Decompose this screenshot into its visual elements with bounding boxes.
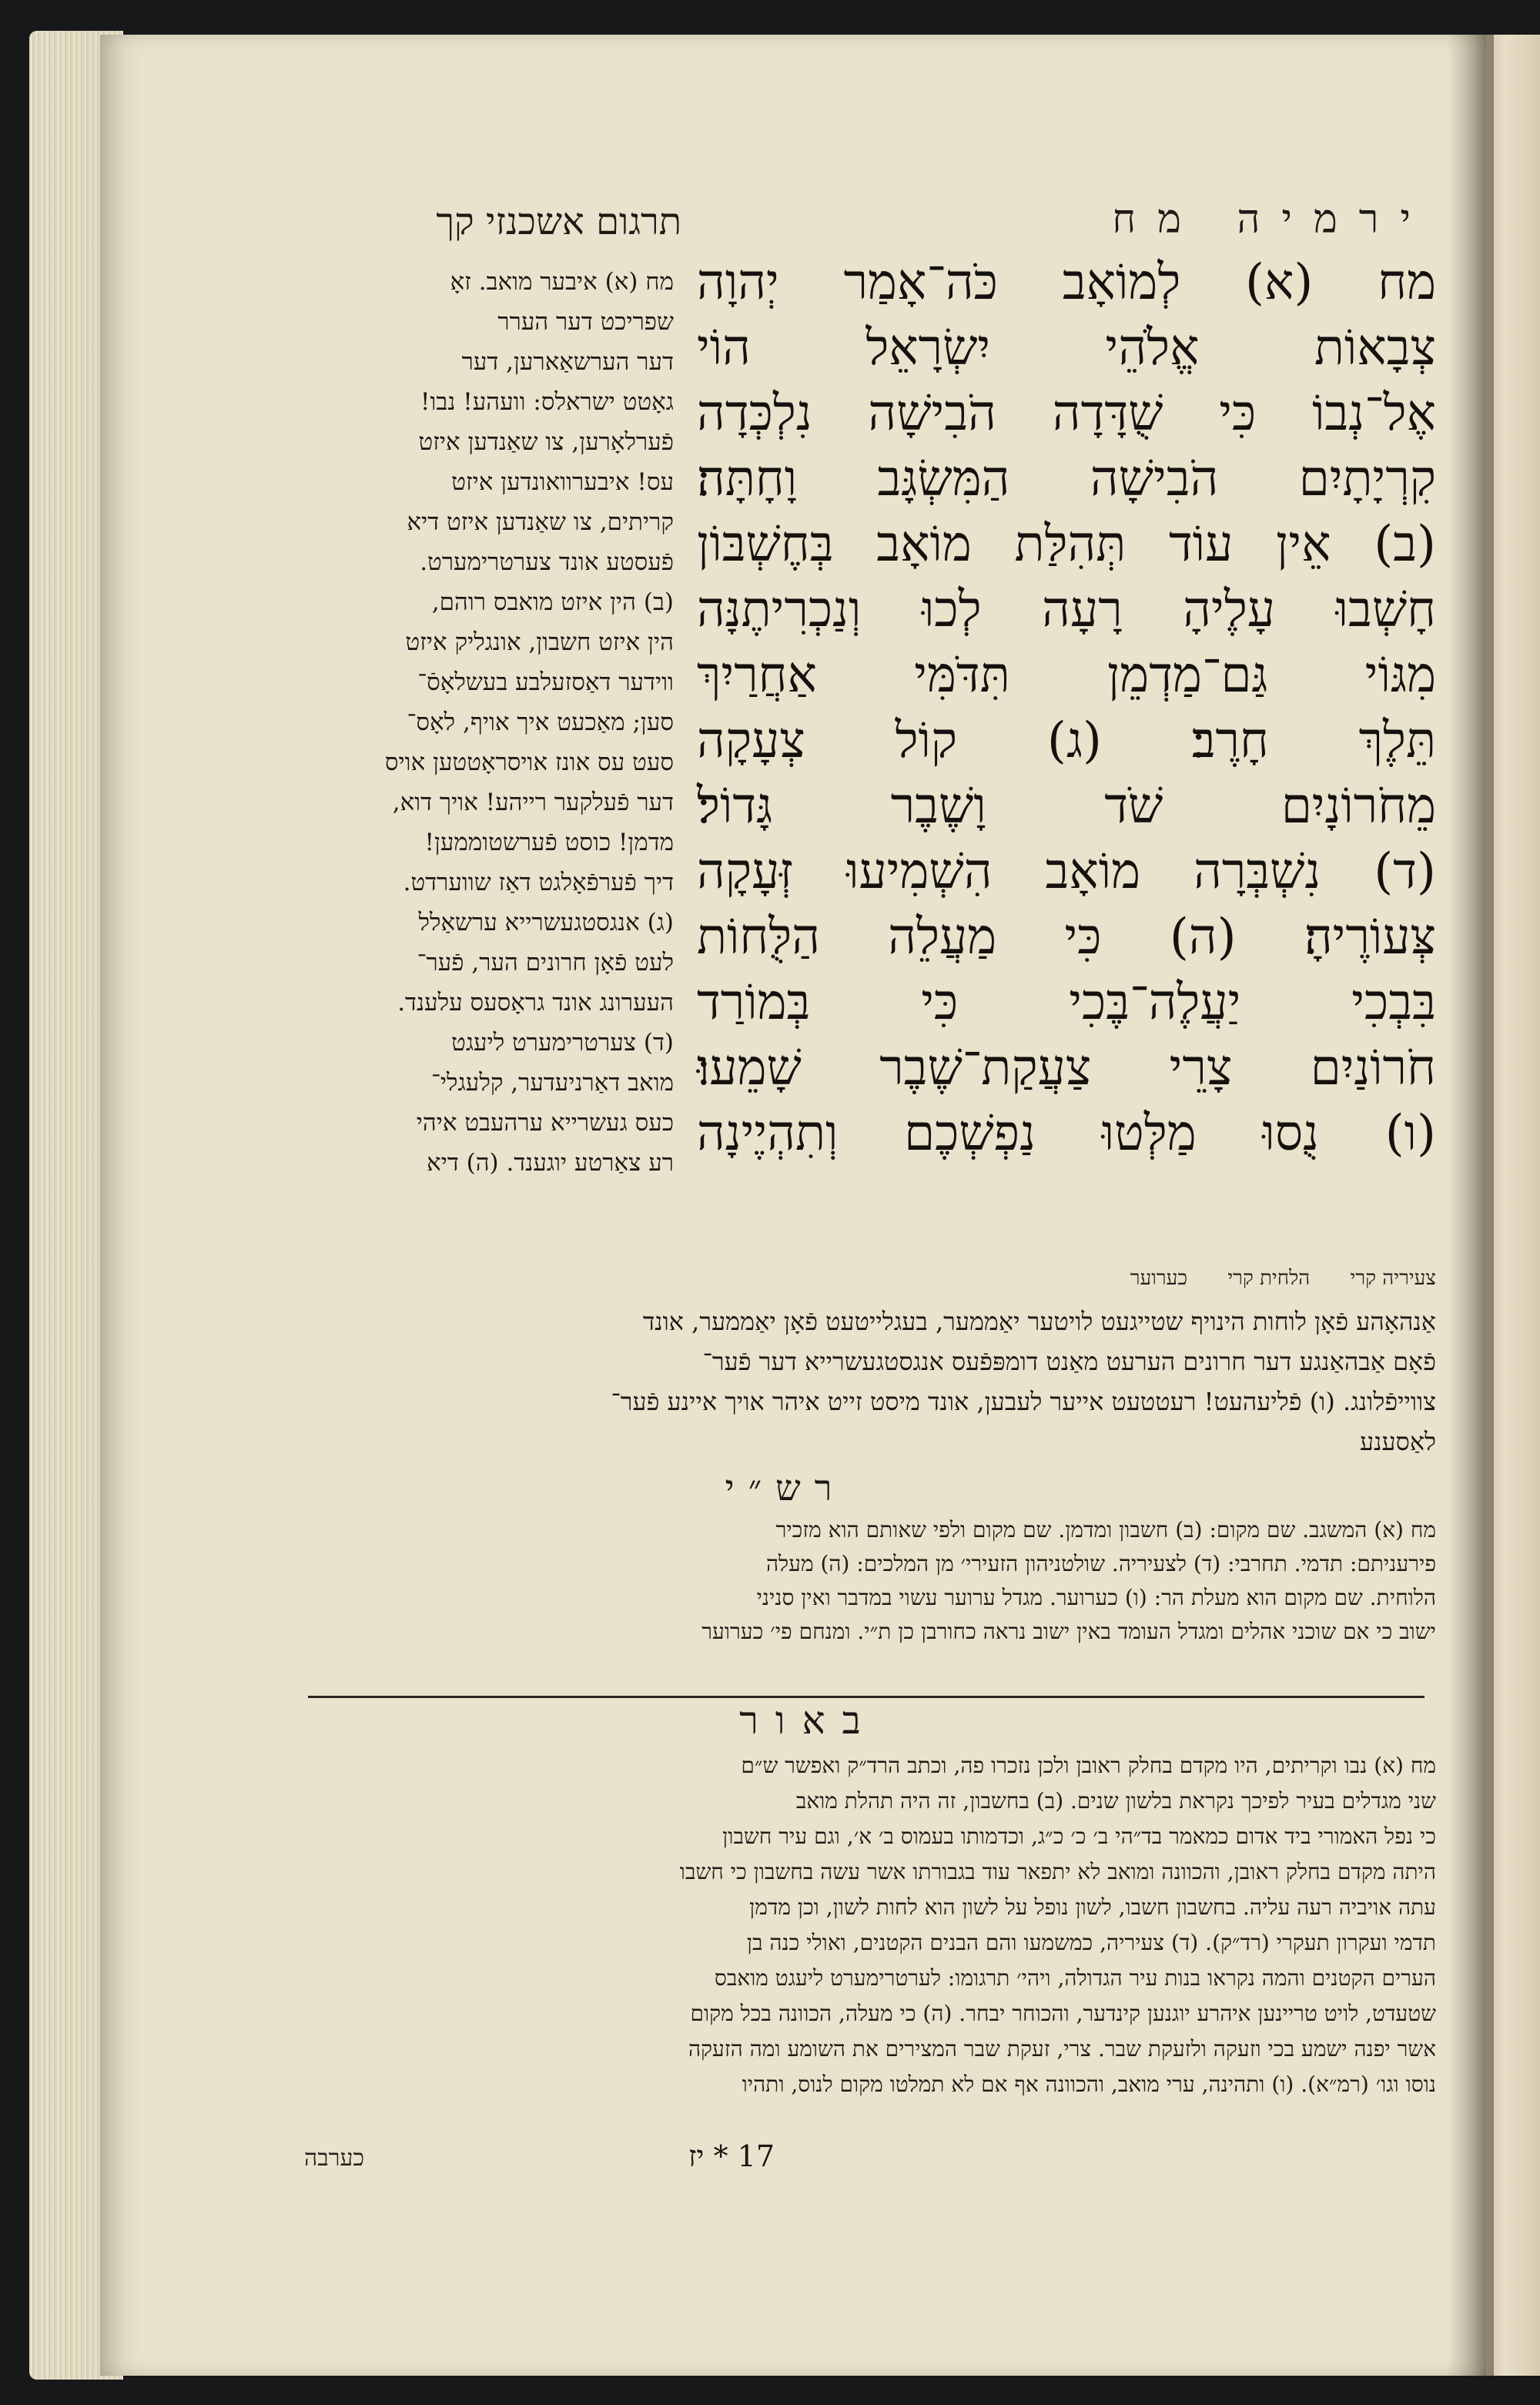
translation-line: אַנהאָהע פֿאָן לוחות הינויף שטייגעט לויטער יאַממער, בעגלייטעט פֿאָן יאַממער, אונד <box>642 1307 1436 1336</box>
rashi-line: ישוב כי אם שוכני אהלים ומגדל העומד באין ישוב נראה כחורבן כן ת״י. ומנחם פי׳ כערוער <box>701 1619 1436 1644</box>
translation-line: קריתים, צו שאַנדען איזט דיא <box>407 508 674 536</box>
translation-line: (ד) צערטרימערט ליעגט <box>451 1029 674 1057</box>
biur-line: נוסו וגו׳ (רמ״א). (ו) ותהינה, ערי מואב, והכוונה אף אם לא תמלטו מקום לנוס, ותהיו <box>742 2072 1436 2097</box>
running-head-translation-title: תרגום אשכנזי קך <box>436 200 681 243</box>
translation-line: העערונג אונד גראָסעס עלענד. <box>397 989 674 1017</box>
translation-line: לאַסענע <box>1360 1427 1436 1456</box>
translation-line: (ב) הין איזט מואבס רוהם, <box>431 588 674 616</box>
marginal-note: צעיריה קרי <box>1350 1267 1436 1290</box>
biur-line: אשר יפנה ישמע בכי וזעקה ולזעקת שבר. צרי, זעקת שבר המצירים את השומע ומה הזעקה <box>688 2036 1436 2062</box>
translation-column <box>281 262 674 1263</box>
biur-line: תדמי ועקרון תעקרי (רד״ק). (ד) צעיריה, כמשמעו והם הבנים הקטנים, ואולי כנה בן <box>746 1930 1436 1955</box>
marginal-notes <box>697 1267 1436 1298</box>
translation-line: דער פֿעלקער רייהע! אויך דוא, <box>392 789 674 816</box>
translation-line: ווידער דאַסזעלבע בעשלאָסֿ־ <box>417 668 674 696</box>
translation-line: עס! איבערוואונדען איזט <box>451 468 674 496</box>
rashi-line: פירעניתם: תדמי. תחרבי: (ד) לצעיריה. שולטניהון הזעירי׳ מן המלכים: (ה) מעלה <box>765 1551 1436 1576</box>
translation-full-width <box>281 1301 1436 1455</box>
rashi-commentary <box>281 1513 1436 1667</box>
translation-line: סעט עס אונז אויסראָטטען אויס <box>384 749 674 776</box>
catchword: כערבה <box>304 2145 365 2172</box>
marginal-note: כערוער <box>1130 1267 1188 1290</box>
folio-number: 17 * יז <box>688 2139 775 2173</box>
translation-line: מח (א) איבער מואב. זאָ <box>450 268 674 296</box>
translation-line: סען; מאַכעט איך אויף, לאָס־ <box>407 708 674 736</box>
main-text-line: חֹרוֹנַיִם צָרֵי צַעֲקַת־שֶׁבֶר שָׁמֵעוּ׃ <box>697 1040 1436 1097</box>
translation-line: רע צאַרטע יוגענד. (ה) דיא <box>427 1149 674 1177</box>
translation-line: דער הערשאַארען, דער <box>461 348 674 376</box>
rashi-line: הלוחית. שם מקום הוא מעלת הר: (ו) כערוער. מגדל ערוער עשוי במדבר ואין סניני <box>756 1585 1436 1610</box>
translation-line: פֿערלאָרען, צו שאַנדען איזט <box>418 428 674 456</box>
translation-line: מואב דאַרניעדער, קלעגלי־ <box>431 1069 674 1097</box>
main-text-line: תֵּלֶךְ חָרֶב׃ (ג) קוֹל צְעָקָה <box>697 712 1436 769</box>
translation-line: פֿעסטע אונד צערטרימערט. <box>420 548 674 576</box>
main-hebrew-text <box>697 250 1436 1259</box>
main-text-line: מח (א) לְמוֹאָב כֹּה־אָמַר יְהוָה <box>697 254 1436 311</box>
translation-line: הין איזט חשבון, אונגליק איזט <box>405 628 674 656</box>
translation-line: צווייפֿלונג. (ו) פֿליעהעט! רעטטעט אייער לעבען, אונד מיסט זייט איהר אויך איינע פֿער־ <box>611 1387 1436 1416</box>
main-text-line: בִּבְכִי יַעֲלֶה־בֶּכִי כִּי בְּמוֹרַד <box>697 974 1436 1031</box>
translation-line: מדמן! כוסט פֿערשטוממען! <box>424 829 674 856</box>
translation-line: גאָטט ישראלס: וועהע! נבו! <box>420 388 674 416</box>
rashi-line: מח (א) המשגב. שם מקום: (ב) חשבון ומדמן. שם מקום ולפי שאותם הוא מזכיר <box>775 1517 1436 1542</box>
running-head-book-chapter: ירמיה מח <box>1112 196 1432 243</box>
main-text-line: קִרְיָתָיִם הֹבִישָׁה הַמִּשְׂגָּב וָחָתָּה׃ <box>697 451 1436 507</box>
translation-line: לעט פֿאָן חרונים הער, פֿער־ <box>417 949 674 976</box>
biur-line: שטעדט, לויט טריינען איהרע יוגנען קינדער, והכוחר יבחר. (ה) כי מעלה, הכוונה בכל מקום <box>690 2001 1436 2026</box>
translation-line: פֿאָם אַבהאַנגע דער חרונים הערעט מאַנט דומפּפֿעס אנגסטגעשרייא דער פֿער־ <box>702 1347 1436 1376</box>
main-text-line: צְּעוֹרֶיהָ׃ (ה) כִּי מַעֲלֵה הַלֻּחוֹת <box>697 909 1436 966</box>
main-text-line: צְבָאוֹת אֱלֹהֵי יִשְׂרָאֵל הוֹי <box>697 320 1436 377</box>
main-text-line: (ד) נִשְׁבְּרָה מוֹאָב הִשְׁמִיעוּ זְּעָקָה <box>697 843 1436 900</box>
biur-line: הערים הקטנים והמה נקראו בנות עיר הגדולה, ויהי׳ תרגומו: לערטרימערט ליעגט מואבס <box>714 1965 1436 1991</box>
gutter-shadow <box>1448 35 1494 2376</box>
main-text-line: אֶל־נְבוֹ כִּי שֻׁדָּדָה הֹבִישָׁה נִלְכְּדָה <box>697 385 1436 442</box>
main-text-line: מִגּוֹי גַּם־מַדְמֵן תִּדֹּמִּי אַחֲרַיִךְ <box>697 647 1436 704</box>
biur-line: היתה מקדם בחלק ראובן, והכוונה ומואב לא יתפאר עוד בגבורתו אשר עשה בחשבון כי חשבו <box>679 1859 1436 1884</box>
rashi-heading: רש״י <box>725 1467 846 1509</box>
biur-heading: באור <box>739 1698 878 1743</box>
biur-line: כי נפל האמורי ביד אדום כמאמר בד״הי ב׳ כ׳ כ״ג, וכדמותו בעמוס ב׳ א׳, וגם עיר חשבון <box>722 1824 1436 1849</box>
biur-commentary <box>281 1748 1436 2149</box>
translation-line: (ג) אנגסטגעשרייא ערשאַלל <box>418 909 674 936</box>
translation-line: כעס געשרייא ערהעבט איהי <box>416 1109 674 1137</box>
main-text-line: מֵחֹרוֹנָיִם שֹׁד וָשֶׁבֶר גָּדוֹל׃ <box>697 778 1436 835</box>
biur-line: עתה אויביה רעה עליה. בחשבון חשבו, לשון נופל על לשון הוא לחות לשון, וכן מדמן <box>749 1894 1436 1920</box>
main-text-line: חָשְׁבוּ עָלֶיהָ רָעָה לְכוּ וְנַכְרִיתֶנָּה <box>697 581 1436 638</box>
main-text-line: (ו) נֻסוּ מַלְּטוּ נַפְשְׁכֶם וְתִהְיֶינָה <box>697 1105 1436 1162</box>
biur-line: שני מגדלים בעיר לפיכך נקראת בלשון שנים. (ב) בחשבון, זה היה תהלת מואב <box>795 1788 1436 1814</box>
translation-line: דיך פֿערפֿאָלגט דאַז שווערדט. <box>403 869 674 896</box>
main-text-line: (ב) אֵין עוֹד תְּהִלַּת מוֹאָב בְּחֶשְׁבּוֹן <box>697 516 1436 573</box>
marginal-note: הלחית קרי <box>1227 1267 1311 1290</box>
translation-line: שפריכט דער הערר <box>497 308 674 336</box>
biur-line: מח (א) נבו וקריתים, היו מקדם בחלק ראובן ולכן נזכרו פה, וכתב הרד״ק ואפשר ש״ם <box>741 1753 1436 1778</box>
